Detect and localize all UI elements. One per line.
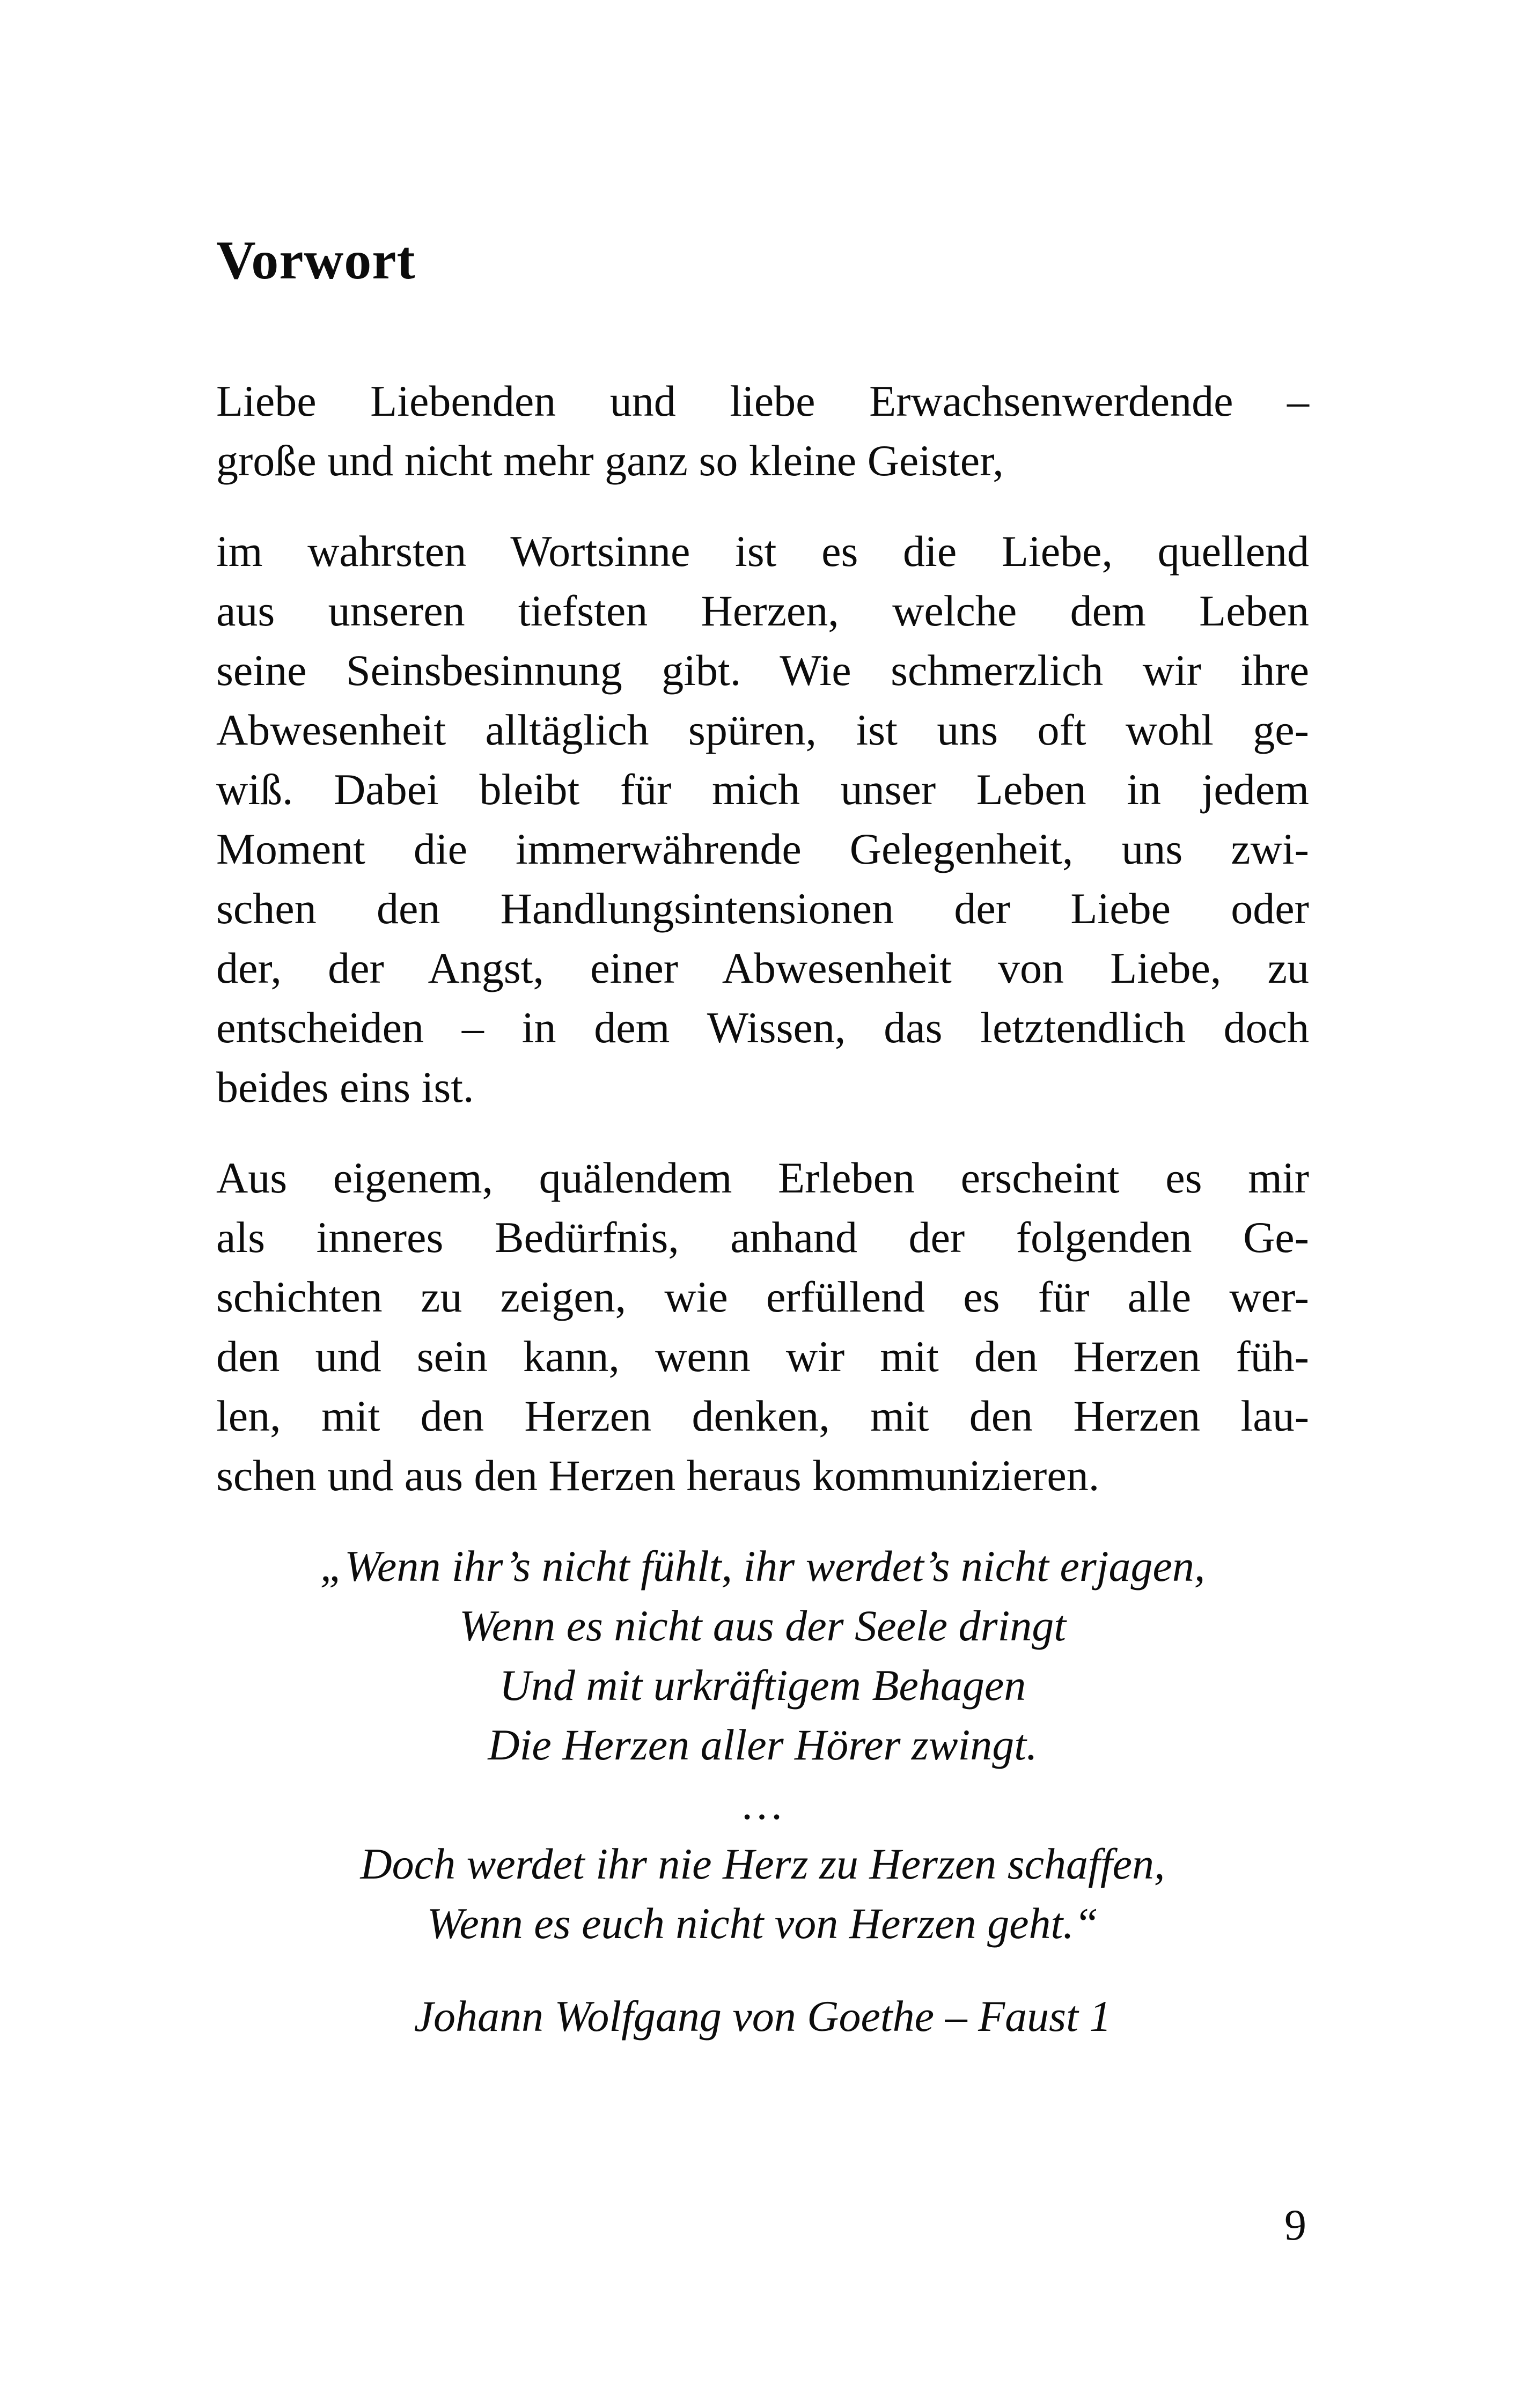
- text-line: Liebe Liebenden und liebe Erwachsenwerdende –: [216, 377, 1309, 426]
- text-line: Doch werdet ihr nie Herz zu Herzen schaffen,: [360, 1839, 1165, 1889]
- text-line: wiß. Dabei bleibt für mich unser Leben in jedem: [216, 765, 1309, 814]
- poem-quote: [216, 1536, 1309, 1953]
- text-line: der, der Angst, einer Abwesenheit von Liebe, zu: [216, 944, 1309, 993]
- text-line: aus unseren tiefsten Herzen, welche dem Leben: [216, 586, 1309, 636]
- text-line: große und nicht mehr ganz so kleine Geister,: [216, 436, 1004, 485]
- text-line: beides eins ist.: [216, 1063, 474, 1112]
- text-line: den und sein kann, wenn wir mit den Herzen füh-: [216, 1332, 1309, 1381]
- text-line: entscheiden – in dem Wissen, das letztendlich doch: [216, 1003, 1309, 1052]
- text-line: Die Herzen aller Hörer zwingt.: [488, 1720, 1038, 1770]
- poem-attribution: Johann Wolfgang von Goethe – Faust 1: [414, 1992, 1112, 2041]
- text-line: Moment die immerwährende Gelegenheit, uns zwi-: [216, 824, 1309, 874]
- text-line: schichten zu zeigen, wie erfüllend es für alle wer-: [216, 1272, 1309, 1322]
- text-line: …: [743, 1780, 782, 1829]
- page-number: 9: [1284, 2200, 1306, 2249]
- text-line: „Wenn ihr’s nicht fühlt, ihr werdet’s nicht erjagen,: [320, 1542, 1206, 1591]
- text-line: Und mit urkräftigem Behagen: [499, 1661, 1026, 1710]
- paragraph-salutation: [216, 371, 1309, 490]
- text-line: Wenn es euch nicht von Herzen geht.“: [427, 1899, 1099, 1948]
- page-title: Vorwort: [216, 230, 416, 291]
- text-line: im wahrsten Wortsinne ist es die Liebe, quellend: [216, 527, 1309, 576]
- text-line: schen und aus den Herzen heraus kommunizieren.: [216, 1451, 1100, 1500]
- paragraph-body-1: [216, 521, 1309, 1117]
- text-line: Aus eigenem, quälendem Erleben erscheint es mir: [216, 1153, 1309, 1203]
- text-line: Abwesenheit alltäglich spüren, ist uns oft wohl ge-: [216, 705, 1309, 755]
- paragraph-body-2: [216, 1148, 1309, 1505]
- text-line: als inneres Bedürfnis, anhand der folgenden Ge-: [216, 1213, 1309, 1262]
- text-line: seine Seinsbesinnung gibt. Wie schmerzlich wir ihre: [216, 646, 1309, 695]
- text-line: Wenn es nicht aus der Seele dringt: [459, 1601, 1067, 1651]
- text-line: schen den Handlungsintensionen der Liebe oder: [216, 884, 1309, 933]
- text-line: len, mit den Herzen denken, mit den Herzen lau-: [216, 1391, 1309, 1441]
